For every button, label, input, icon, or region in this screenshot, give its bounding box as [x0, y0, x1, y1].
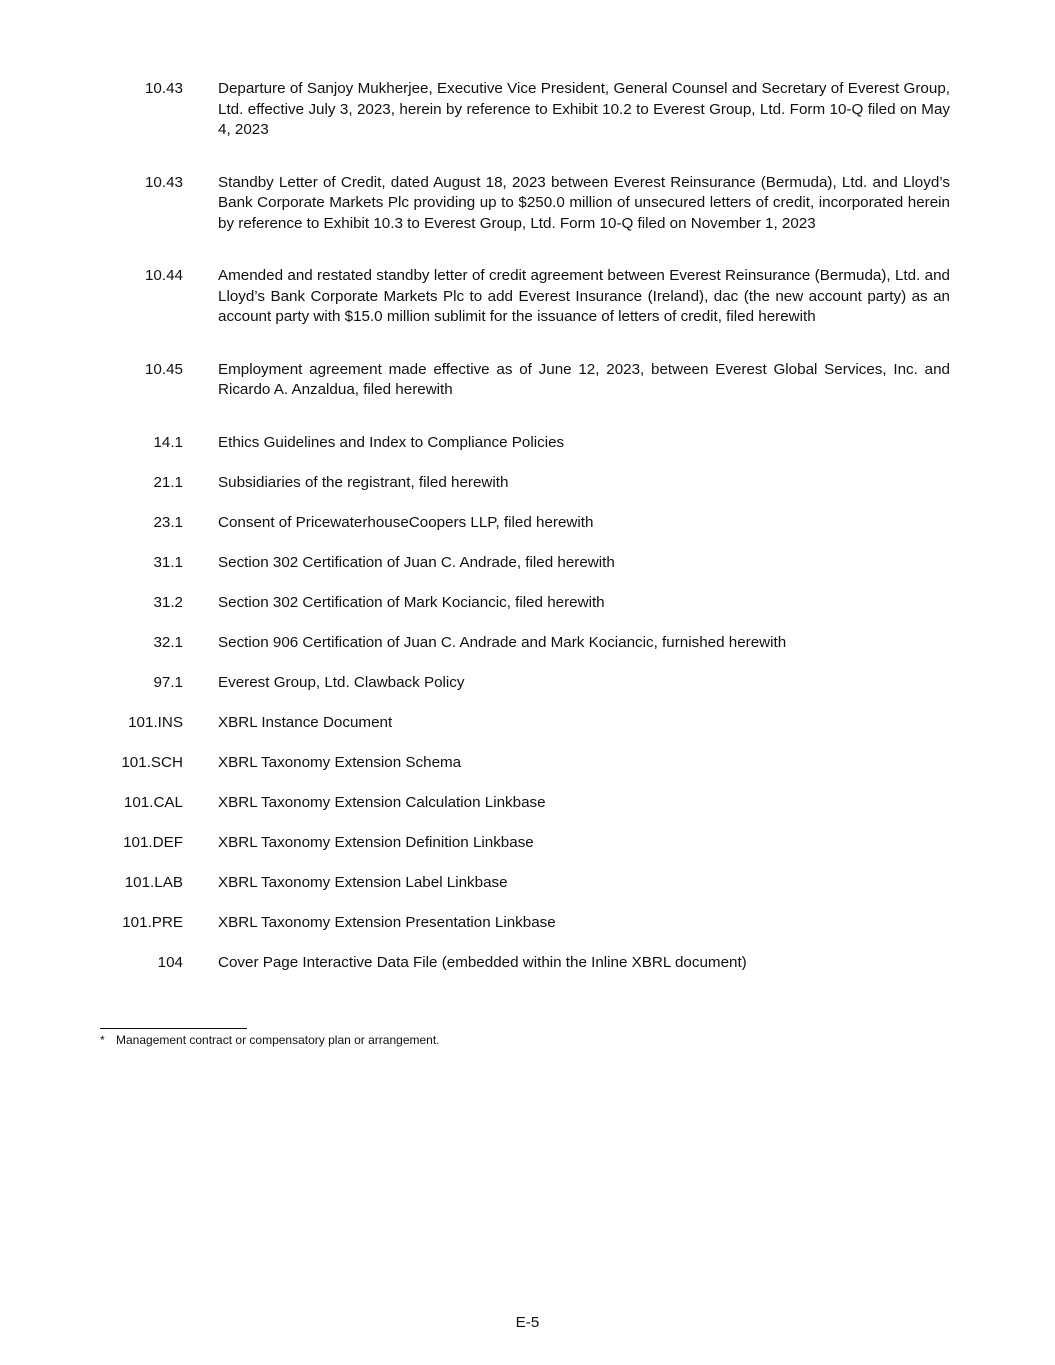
- exhibit-row: [100, 913, 950, 934]
- exhibit-description: Section 302 Certification of Mark Kociancic, filed herewith: [218, 593, 605, 611]
- exhibit-number: 32.1: [153, 633, 183, 651]
- exhibit-row: [100, 793, 950, 814]
- exhibit-number: 97.1: [153, 673, 183, 691]
- exhibit-description: Ethics Guidelines and Index to Compliance Policies: [218, 433, 565, 451]
- exhibit-row: [100, 753, 950, 774]
- exhibit-description: Everest Group, Ltd. Clawback Policy: [218, 673, 465, 691]
- exhibit-row: [100, 513, 950, 534]
- exhibit-number: 10.43: [144, 173, 183, 191]
- exhibit-number: 23.1: [153, 513, 183, 531]
- exhibit-description: XBRL Taxonomy Extension Presentation Linkbase: [218, 913, 556, 931]
- exhibit-row: [100, 173, 950, 235]
- exhibit-number: 101.DEF: [123, 833, 183, 851]
- exhibit-number: 104: [157, 953, 183, 971]
- footnote-mark: *: [100, 1033, 105, 1047]
- exhibit-description: XBRL Taxonomy Extension Schema: [218, 753, 462, 771]
- exhibit-row: [100, 553, 950, 574]
- exhibit-number: 10.45: [144, 360, 183, 378]
- exhibit-number: 101.PRE: [122, 913, 183, 931]
- exhibit-description: Employment agreement made effective as of June 12, 2023, between Everest Global Services, Inc. and Ricardo A. Anzaldua, filed herewith: [218, 360, 950, 398]
- exhibit-number: 101.INS: [128, 713, 183, 731]
- exhibit-description: Section 302 Certification of Juan C. Andrade, filed herewith: [218, 553, 615, 571]
- exhibit-number: 14.1: [153, 433, 183, 451]
- exhibit-row: [100, 266, 950, 328]
- exhibit-number: 21.1: [153, 473, 183, 491]
- exhibit-row: [100, 953, 950, 974]
- exhibit-number: 101.CAL: [123, 793, 183, 811]
- exhibit-description: XBRL Taxonomy Extension Label Linkbase: [218, 873, 508, 891]
- exhibit-description: Consent of PricewaterhouseCoopers LLP, filed herewith: [218, 513, 594, 531]
- exhibit-description: Cover Page Interactive Data File (embedded within the Inline XBRL document): [218, 953, 747, 971]
- page-number: E-5: [515, 1314, 540, 1331]
- exhibit-row: [100, 713, 950, 734]
- exhibit-number: 10.43: [144, 80, 183, 97]
- exhibit-list: [100, 79, 950, 973]
- footnote: [100, 1033, 440, 1048]
- exhibit-row: [100, 633, 950, 654]
- exhibit-description: XBRL Instance Document: [218, 713, 393, 731]
- exhibit-description: Standby Letter of Credit, dated August 18, 2023 between Everest Reinsurance (Bermuda), Ltd. and Lloyd’s Bank Corporate Markets Plc providing up to $250.0 million of unsecured letters of credit, incorporated herein by reference to Exhibit 10.3 to Everest Group, Ltd. Form 10-Q filed on November 1, 2023: [218, 173, 950, 232]
- exhibit-number: 101.SCH: [121, 753, 183, 771]
- exhibit-row: [100, 79, 950, 141]
- exhibit-row: [100, 833, 950, 854]
- footnote-divider: [100, 1028, 247, 1029]
- exhibit-row: [100, 673, 950, 694]
- exhibit-number: 10.44: [144, 267, 183, 284]
- exhibit-description: XBRL Taxonomy Extension Calculation Linkbase: [218, 793, 546, 811]
- exhibit-number: 31.2: [153, 593, 183, 611]
- exhibit-row: [100, 360, 950, 401]
- exhibit-row: [100, 873, 950, 894]
- exhibit-row: [100, 473, 950, 494]
- exhibit-row: [100, 593, 950, 614]
- footnote-text: Management contract or compensatory plan or arrangement.: [116, 1033, 440, 1047]
- exhibit-number: 31.1: [153, 553, 183, 571]
- exhibit-row: [100, 433, 950, 454]
- exhibit-description: Amended and restated standby letter of credit agreement between Everest Reinsurance (Bermuda), Ltd. and Lloyd’s Bank Corporate Markets Plc to add Everest Insurance (Ireland), dac (the new account party) as an account party with $15.0 million sublimit for the issuance of letters of credit, filed herewith: [218, 267, 950, 325]
- exhibit-description: Subsidiaries of the registrant, filed herewith: [218, 473, 509, 491]
- exhibit-description: Section 906 Certification of Juan C. Andrade and Mark Kociancic, furnished herewith: [218, 633, 787, 651]
- exhibit-description: Departure of Sanjoy Mukherjee, Executive Vice President, General Counsel and Secretary of Everest Group, Ltd. effective July 3, 2023, herein by reference to Exhibit 10.2 to Everest Group, Ltd. Form 10-Q filed on May 4, 2023: [218, 80, 950, 138]
- exhibit-description: XBRL Taxonomy Extension Definition Linkbase: [218, 833, 534, 851]
- exhibit-number: 101.LAB: [124, 873, 183, 891]
